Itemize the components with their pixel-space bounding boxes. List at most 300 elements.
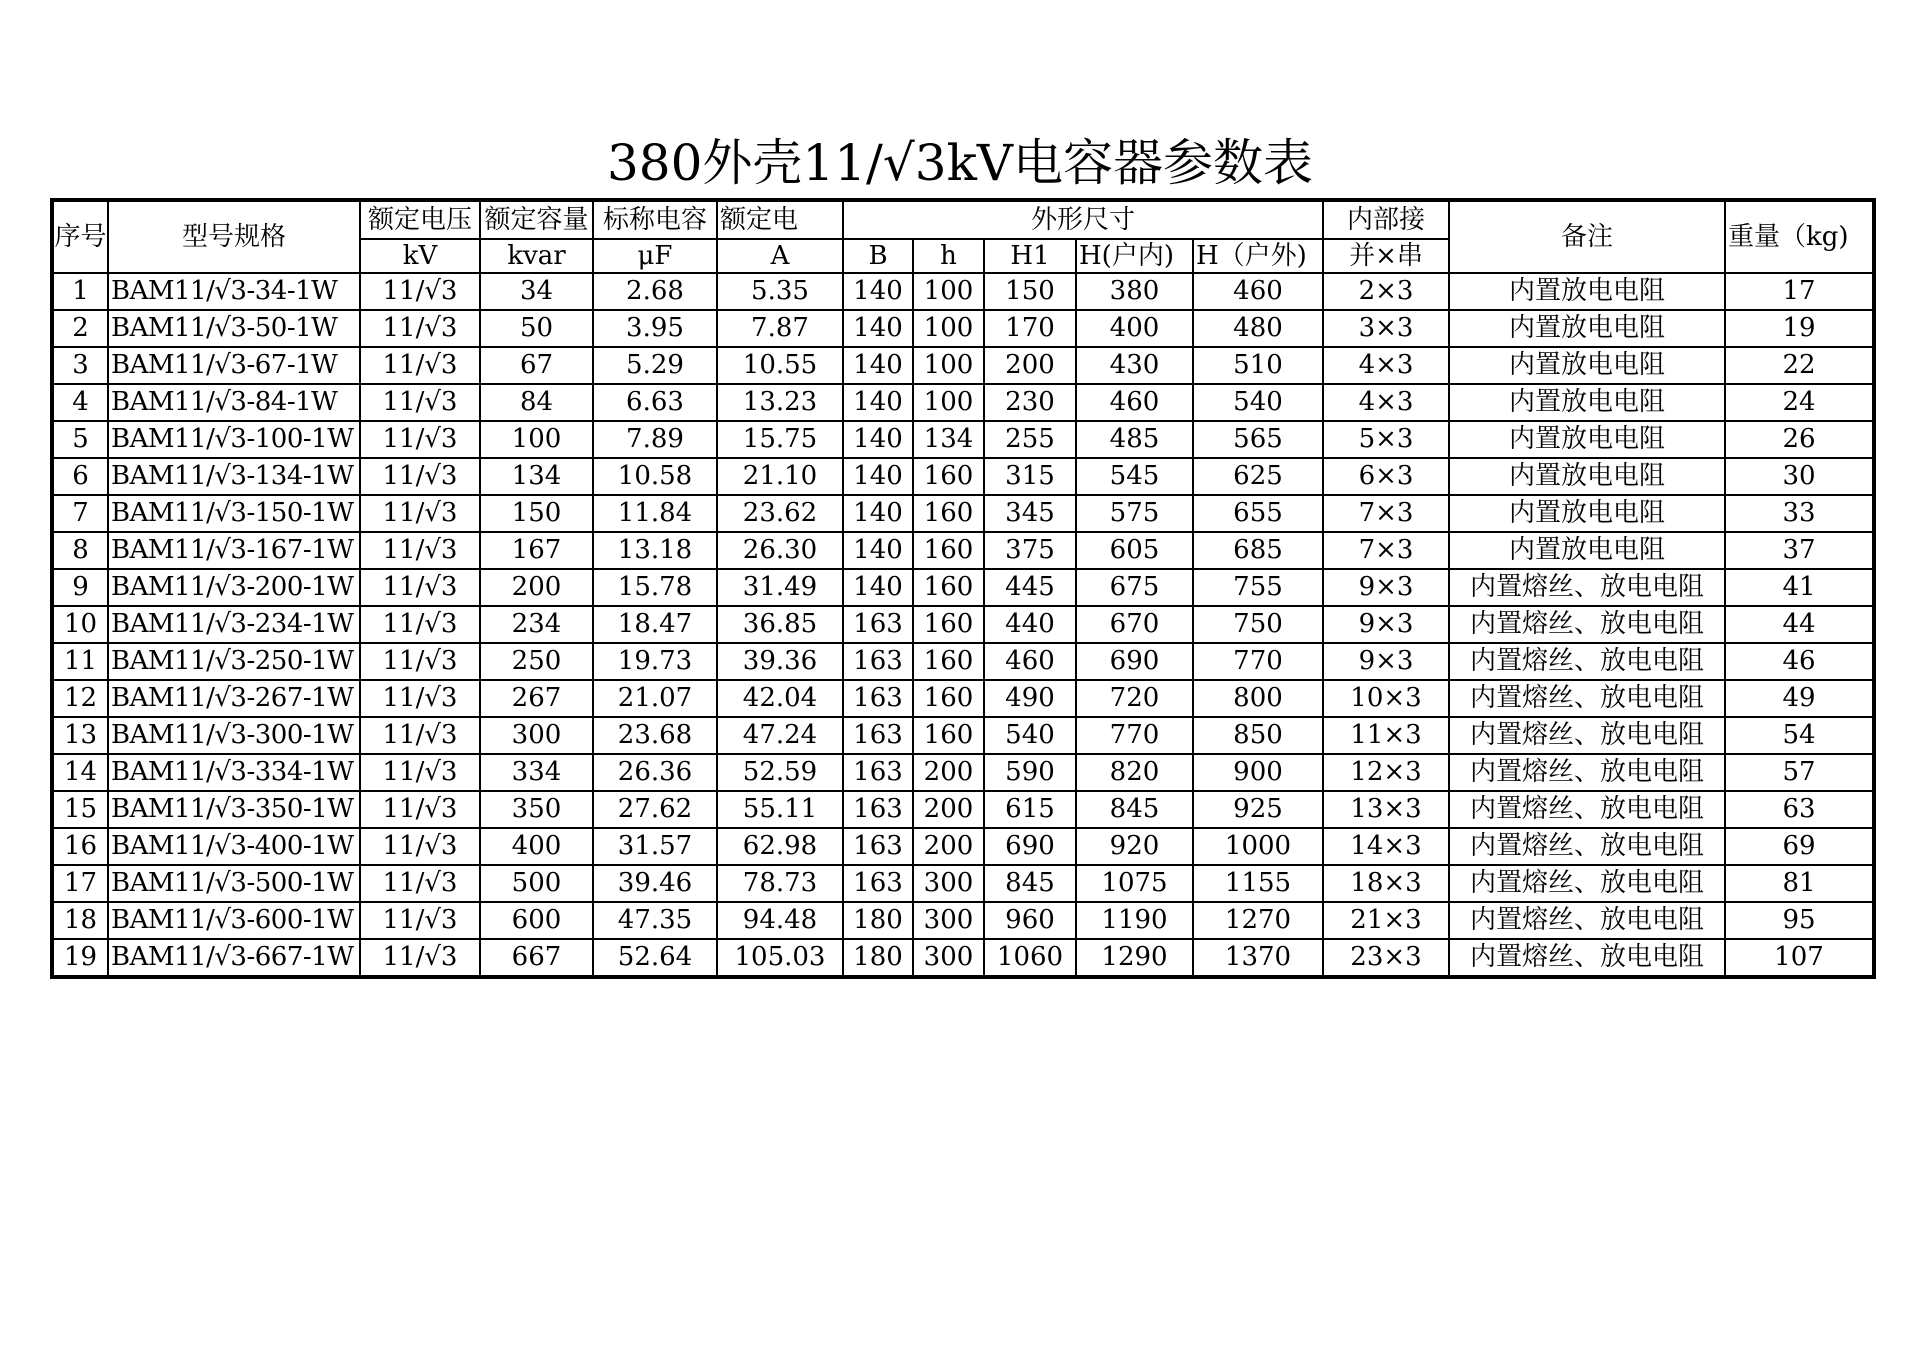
cell-remark: 内置放电电阻 <box>1449 532 1725 569</box>
cell-capacity: 667 <box>480 939 593 977</box>
cell-h: 160 <box>913 643 984 680</box>
cell-model: BAM11/√3-67-1W <box>108 347 360 384</box>
cell-voltage: 11/√3 <box>360 421 480 458</box>
table-row <box>52 384 1874 421</box>
cell-no: 14 <box>52 754 108 791</box>
header-remark: 备注 <box>1449 200 1725 273</box>
cell-current: 15.75 <box>717 421 843 458</box>
cell-voltage: 11/√3 <box>360 384 480 421</box>
cell-weight: 54 <box>1725 717 1874 754</box>
table-row <box>52 828 1874 865</box>
cell-B: 163 <box>843 643 913 680</box>
cell-remark: 内置熔丝、放电电阻 <box>1449 939 1725 977</box>
cell-no: 16 <box>52 828 108 865</box>
cell-h: 160 <box>913 532 984 569</box>
cell-model: BAM11/√3-167-1W <box>108 532 360 569</box>
table-row <box>52 310 1874 347</box>
header-connection: 内部接 <box>1323 200 1449 239</box>
cell-connection: 5×3 <box>1323 421 1449 458</box>
cell-model: BAM11/√3-200-1W <box>108 569 360 606</box>
table-row <box>52 643 1874 680</box>
unit-capacity: kvar <box>480 239 593 273</box>
cell-B: 140 <box>843 458 913 495</box>
cell-model: BAM11/√3-250-1W <box>108 643 360 680</box>
cell-h: 300 <box>913 939 984 977</box>
cell-connection: 3×3 <box>1323 310 1449 347</box>
cell-h: 160 <box>913 680 984 717</box>
table-body <box>52 273 1874 977</box>
cell-capacity: 34 <box>480 273 593 310</box>
cell-connection: 11×3 <box>1323 717 1449 754</box>
cell-H-outdoor: 625 <box>1193 458 1323 495</box>
unit-B: B <box>843 239 913 273</box>
cell-capacity: 334 <box>480 754 593 791</box>
cell-no: 13 <box>52 717 108 754</box>
cell-H-outdoor: 925 <box>1193 791 1323 828</box>
cell-H1: 170 <box>984 310 1076 347</box>
cell-H1: 150 <box>984 273 1076 310</box>
cell-capacity: 300 <box>480 717 593 754</box>
cell-H-indoor: 675 <box>1076 569 1193 606</box>
cell-no: 3 <box>52 347 108 384</box>
cell-capacity: 167 <box>480 532 593 569</box>
cell-no: 1 <box>52 273 108 310</box>
cell-capacitance: 52.64 <box>593 939 717 977</box>
header-no: 序号 <box>52 200 108 273</box>
cell-B: 180 <box>843 902 913 939</box>
cell-no: 8 <box>52 532 108 569</box>
cell-capacitance: 47.35 <box>593 902 717 939</box>
cell-capacitance: 13.18 <box>593 532 717 569</box>
cell-B: 163 <box>843 865 913 902</box>
unit-capacitance: μF <box>593 239 717 273</box>
cell-capacity: 134 <box>480 458 593 495</box>
unit-voltage: kV <box>360 239 480 273</box>
cell-H-indoor: 460 <box>1076 384 1193 421</box>
cell-no: 15 <box>52 791 108 828</box>
cell-h: 300 <box>913 865 984 902</box>
cell-current: 42.04 <box>717 680 843 717</box>
cell-connection: 7×3 <box>1323 495 1449 532</box>
cell-capacity: 50 <box>480 310 593 347</box>
table-row <box>52 680 1874 717</box>
cell-model: BAM11/√3-34-1W <box>108 273 360 310</box>
cell-model: BAM11/√3-150-1W <box>108 495 360 532</box>
header-row-1 <box>52 200 1874 239</box>
cell-voltage: 11/√3 <box>360 717 480 754</box>
cell-remark: 内置熔丝、放电电阻 <box>1449 680 1725 717</box>
cell-B: 163 <box>843 606 913 643</box>
cell-B: 140 <box>843 273 913 310</box>
cell-remark: 内置熔丝、放电电阻 <box>1449 606 1725 643</box>
unit-H-outdoor: H（户外) <box>1193 239 1323 273</box>
cell-voltage: 11/√3 <box>360 902 480 939</box>
table-row <box>52 939 1874 977</box>
unit-h: h <box>913 239 984 273</box>
cell-h: 100 <box>913 347 984 384</box>
cell-no: 12 <box>52 680 108 717</box>
cell-capacitance: 18.47 <box>593 606 717 643</box>
cell-connection: 21×3 <box>1323 902 1449 939</box>
cell-voltage: 11/√3 <box>360 569 480 606</box>
cell-remark: 内置放电电阻 <box>1449 310 1725 347</box>
cell-H1: 590 <box>984 754 1076 791</box>
cell-connection: 4×3 <box>1323 347 1449 384</box>
cell-no: 18 <box>52 902 108 939</box>
cell-voltage: 11/√3 <box>360 643 480 680</box>
cell-remark: 内置放电电阻 <box>1449 273 1725 310</box>
cell-remark: 内置熔丝、放电电阻 <box>1449 569 1725 606</box>
cell-h: 160 <box>913 606 984 643</box>
cell-weight: 19 <box>1725 310 1874 347</box>
cell-B: 163 <box>843 791 913 828</box>
cell-H-outdoor: 1155 <box>1193 865 1323 902</box>
cell-current: 26.30 <box>717 532 843 569</box>
cell-capacitance: 5.29 <box>593 347 717 384</box>
cell-model: BAM11/√3-667-1W <box>108 939 360 977</box>
table-row <box>52 902 1874 939</box>
cell-current: 21.10 <box>717 458 843 495</box>
cell-model: BAM11/√3-600-1W <box>108 902 360 939</box>
cell-h: 200 <box>913 754 984 791</box>
cell-voltage: 11/√3 <box>360 310 480 347</box>
table-row <box>52 569 1874 606</box>
cell-voltage: 11/√3 <box>360 347 480 384</box>
cell-H-outdoor: 850 <box>1193 717 1323 754</box>
cell-current: 55.11 <box>717 791 843 828</box>
cell-B: 163 <box>843 754 913 791</box>
cell-capacity: 84 <box>480 384 593 421</box>
cell-capacitance: 26.36 <box>593 754 717 791</box>
cell-voltage: 11/√3 <box>360 939 480 977</box>
cell-H-outdoor: 540 <box>1193 384 1323 421</box>
cell-current: 23.62 <box>717 495 843 532</box>
cell-capacitance: 10.58 <box>593 458 717 495</box>
cell-capacitance: 15.78 <box>593 569 717 606</box>
cell-H1: 1060 <box>984 939 1076 977</box>
cell-h: 200 <box>913 828 984 865</box>
cell-H-indoor: 605 <box>1076 532 1193 569</box>
cell-H-outdoor: 800 <box>1193 680 1323 717</box>
cell-H-outdoor: 480 <box>1193 310 1323 347</box>
cell-H-outdoor: 1370 <box>1193 939 1323 977</box>
cell-weight: 57 <box>1725 754 1874 791</box>
cell-connection: 18×3 <box>1323 865 1449 902</box>
cell-weight: 22 <box>1725 347 1874 384</box>
cell-h: 160 <box>913 495 984 532</box>
cell-h: 100 <box>913 310 984 347</box>
cell-weight: 33 <box>1725 495 1874 532</box>
cell-h: 160 <box>913 458 984 495</box>
cell-model: BAM11/√3-100-1W <box>108 421 360 458</box>
cell-voltage: 11/√3 <box>360 865 480 902</box>
cell-H1: 960 <box>984 902 1076 939</box>
cell-current: 94.48 <box>717 902 843 939</box>
cell-no: 5 <box>52 421 108 458</box>
cell-voltage: 11/√3 <box>360 791 480 828</box>
cell-H1: 375 <box>984 532 1076 569</box>
cell-connection: 7×3 <box>1323 532 1449 569</box>
cell-model: BAM11/√3-300-1W <box>108 717 360 754</box>
cell-voltage: 11/√3 <box>360 273 480 310</box>
cell-capacitance: 7.89 <box>593 421 717 458</box>
cell-current: 105.03 <box>717 939 843 977</box>
header-weight: 重量（kg) <box>1725 200 1874 273</box>
unit-H1: H1 <box>984 239 1076 273</box>
cell-H1: 460 <box>984 643 1076 680</box>
cell-H-outdoor: 685 <box>1193 532 1323 569</box>
cell-weight: 17 <box>1725 273 1874 310</box>
cell-no: 4 <box>52 384 108 421</box>
cell-connection: 6×3 <box>1323 458 1449 495</box>
cell-capacity: 350 <box>480 791 593 828</box>
cell-capacity: 250 <box>480 643 593 680</box>
cell-h: 200 <box>913 791 984 828</box>
cell-B: 163 <box>843 828 913 865</box>
cell-no: 11 <box>52 643 108 680</box>
cell-weight: 95 <box>1725 902 1874 939</box>
cell-H-outdoor: 460 <box>1193 273 1323 310</box>
cell-connection: 23×3 <box>1323 939 1449 977</box>
table-row <box>52 347 1874 384</box>
cell-weight: 30 <box>1725 458 1874 495</box>
table-row <box>52 532 1874 569</box>
cell-H-outdoor: 900 <box>1193 754 1323 791</box>
table-row <box>52 865 1874 902</box>
table-row <box>52 458 1874 495</box>
cell-model: BAM11/√3-84-1W <box>108 384 360 421</box>
table-row <box>52 421 1874 458</box>
cell-H-indoor: 400 <box>1076 310 1193 347</box>
cell-H-indoor: 430 <box>1076 347 1193 384</box>
table-row <box>52 754 1874 791</box>
cell-current: 7.87 <box>717 310 843 347</box>
header-capacitance: 标称电容 <box>593 200 717 239</box>
cell-H1: 445 <box>984 569 1076 606</box>
cell-capacitance: 27.62 <box>593 791 717 828</box>
cell-weight: 63 <box>1725 791 1874 828</box>
cell-H1: 255 <box>984 421 1076 458</box>
cell-H-outdoor: 770 <box>1193 643 1323 680</box>
table-row <box>52 791 1874 828</box>
cell-capacity: 400 <box>480 828 593 865</box>
cell-H1: 230 <box>984 384 1076 421</box>
cell-capacitance: 11.84 <box>593 495 717 532</box>
cell-remark: 内置放电电阻 <box>1449 421 1725 458</box>
cell-remark: 内置放电电阻 <box>1449 384 1725 421</box>
header-voltage: 额定电压 <box>360 200 480 239</box>
cell-connection: 4×3 <box>1323 384 1449 421</box>
cell-H-indoor: 720 <box>1076 680 1193 717</box>
cell-capacitance: 6.63 <box>593 384 717 421</box>
cell-voltage: 11/√3 <box>360 680 480 717</box>
cell-current: 36.85 <box>717 606 843 643</box>
cell-no: 10 <box>52 606 108 643</box>
table-row <box>52 717 1874 754</box>
cell-B: 140 <box>843 495 913 532</box>
cell-remark: 内置放电电阻 <box>1449 458 1725 495</box>
cell-h: 100 <box>913 384 984 421</box>
cell-h: 160 <box>913 717 984 754</box>
cell-connection: 13×3 <box>1323 791 1449 828</box>
cell-current: 62.98 <box>717 828 843 865</box>
cell-capacitance: 21.07 <box>593 680 717 717</box>
cell-H1: 845 <box>984 865 1076 902</box>
header-current: 额定电 <box>717 200 843 239</box>
cell-voltage: 11/√3 <box>360 754 480 791</box>
cell-H-indoor: 670 <box>1076 606 1193 643</box>
cell-B: 163 <box>843 717 913 754</box>
cell-capacity: 150 <box>480 495 593 532</box>
cell-model: BAM11/√3-500-1W <box>108 865 360 902</box>
cell-no: 2 <box>52 310 108 347</box>
cell-model: BAM11/√3-267-1W <box>108 680 360 717</box>
cell-current: 13.23 <box>717 384 843 421</box>
cell-model: BAM11/√3-134-1W <box>108 458 360 495</box>
cell-capacitance: 19.73 <box>593 643 717 680</box>
cell-weight: 44 <box>1725 606 1874 643</box>
cell-model: BAM11/√3-334-1W <box>108 754 360 791</box>
cell-remark: 内置熔丝、放电电阻 <box>1449 828 1725 865</box>
cell-weight: 46 <box>1725 643 1874 680</box>
cell-remark: 内置熔丝、放电电阻 <box>1449 754 1725 791</box>
cell-weight: 26 <box>1725 421 1874 458</box>
cell-h: 100 <box>913 273 984 310</box>
cell-B: 140 <box>843 384 913 421</box>
cell-capacity: 234 <box>480 606 593 643</box>
cell-model: BAM11/√3-350-1W <box>108 791 360 828</box>
cell-H-indoor: 820 <box>1076 754 1193 791</box>
cell-weight: 37 <box>1725 532 1874 569</box>
unit-H-indoor: H(户内) <box>1076 239 1193 273</box>
cell-capacity: 200 <box>480 569 593 606</box>
cell-H-outdoor: 510 <box>1193 347 1323 384</box>
cell-model: BAM11/√3-400-1W <box>108 828 360 865</box>
cell-capacitance: 31.57 <box>593 828 717 865</box>
cell-H1: 690 <box>984 828 1076 865</box>
cell-capacitance: 23.68 <box>593 717 717 754</box>
cell-B: 163 <box>843 680 913 717</box>
cell-capacitance: 2.68 <box>593 273 717 310</box>
cell-voltage: 11/√3 <box>360 458 480 495</box>
cell-no: 17 <box>52 865 108 902</box>
header-model: 型号规格 <box>108 200 360 273</box>
cell-connection: 2×3 <box>1323 273 1449 310</box>
page-title: 380外壳11/√3kV电容器参数表 <box>607 134 1313 192</box>
cell-connection: 9×3 <box>1323 643 1449 680</box>
cell-H1: 615 <box>984 791 1076 828</box>
cell-voltage: 11/√3 <box>360 606 480 643</box>
cell-H1: 345 <box>984 495 1076 532</box>
header-capacity: 额定容量 <box>480 200 593 239</box>
cell-B: 140 <box>843 532 913 569</box>
cell-H1: 540 <box>984 717 1076 754</box>
cell-H-outdoor: 1000 <box>1193 828 1323 865</box>
cell-current: 10.55 <box>717 347 843 384</box>
cell-h: 300 <box>913 902 984 939</box>
cell-H-indoor: 690 <box>1076 643 1193 680</box>
table-row <box>52 495 1874 532</box>
cell-capacity: 500 <box>480 865 593 902</box>
cell-connection: 9×3 <box>1323 569 1449 606</box>
cell-current: 47.24 <box>717 717 843 754</box>
cell-weight: 24 <box>1725 384 1874 421</box>
cell-weight: 49 <box>1725 680 1874 717</box>
header-dimensions: 外形尺寸 <box>843 200 1323 239</box>
table-row <box>52 273 1874 310</box>
cell-model: BAM11/√3-234-1W <box>108 606 360 643</box>
cell-capacitance: 3.95 <box>593 310 717 347</box>
cell-remark: 内置熔丝、放电电阻 <box>1449 643 1725 680</box>
cell-h: 134 <box>913 421 984 458</box>
cell-current: 5.35 <box>717 273 843 310</box>
cell-H-outdoor: 655 <box>1193 495 1323 532</box>
cell-current: 39.36 <box>717 643 843 680</box>
cell-no: 7 <box>52 495 108 532</box>
cell-connection: 14×3 <box>1323 828 1449 865</box>
table-row <box>52 606 1874 643</box>
cell-capacity: 600 <box>480 902 593 939</box>
parameter-table <box>50 198 1876 979</box>
cell-no: 19 <box>52 939 108 977</box>
cell-H-indoor: 1075 <box>1076 865 1193 902</box>
cell-h: 160 <box>913 569 984 606</box>
cell-capacity: 67 <box>480 347 593 384</box>
cell-remark: 内置熔丝、放电电阻 <box>1449 865 1725 902</box>
cell-H-indoor: 485 <box>1076 421 1193 458</box>
cell-H-outdoor: 750 <box>1193 606 1323 643</box>
cell-B: 140 <box>843 421 913 458</box>
cell-current: 52.59 <box>717 754 843 791</box>
cell-H1: 490 <box>984 680 1076 717</box>
cell-current: 31.49 <box>717 569 843 606</box>
cell-H-indoor: 575 <box>1076 495 1193 532</box>
cell-remark: 内置熔丝、放电电阻 <box>1449 717 1725 754</box>
cell-connection: 9×3 <box>1323 606 1449 643</box>
cell-H-indoor: 1190 <box>1076 902 1193 939</box>
cell-remark: 内置熔丝、放电电阻 <box>1449 902 1725 939</box>
cell-B: 180 <box>843 939 913 977</box>
cell-weight: 81 <box>1725 865 1874 902</box>
cell-H-indoor: 770 <box>1076 717 1193 754</box>
cell-H-indoor: 545 <box>1076 458 1193 495</box>
cell-H-indoor: 845 <box>1076 791 1193 828</box>
cell-voltage: 11/√3 <box>360 495 480 532</box>
cell-H1: 315 <box>984 458 1076 495</box>
cell-connection: 12×3 <box>1323 754 1449 791</box>
cell-weight: 41 <box>1725 569 1874 606</box>
cell-B: 140 <box>843 347 913 384</box>
cell-current: 78.73 <box>717 865 843 902</box>
cell-weight: 107 <box>1725 939 1874 977</box>
cell-voltage: 11/√3 <box>360 532 480 569</box>
cell-capacity: 267 <box>480 680 593 717</box>
cell-H-indoor: 920 <box>1076 828 1193 865</box>
cell-model: BAM11/√3-50-1W <box>108 310 360 347</box>
cell-H-indoor: 1290 <box>1076 939 1193 977</box>
cell-remark: 内置熔丝、放电电阻 <box>1449 791 1725 828</box>
cell-H-outdoor: 755 <box>1193 569 1323 606</box>
cell-weight: 69 <box>1725 828 1874 865</box>
cell-connection: 10×3 <box>1323 680 1449 717</box>
cell-B: 140 <box>843 310 913 347</box>
cell-H1: 200 <box>984 347 1076 384</box>
cell-remark: 内置放电电阻 <box>1449 347 1725 384</box>
cell-no: 6 <box>52 458 108 495</box>
unit-current: A <box>717 239 843 273</box>
unit-connection: 并×串 <box>1323 239 1449 273</box>
cell-H-outdoor: 565 <box>1193 421 1323 458</box>
